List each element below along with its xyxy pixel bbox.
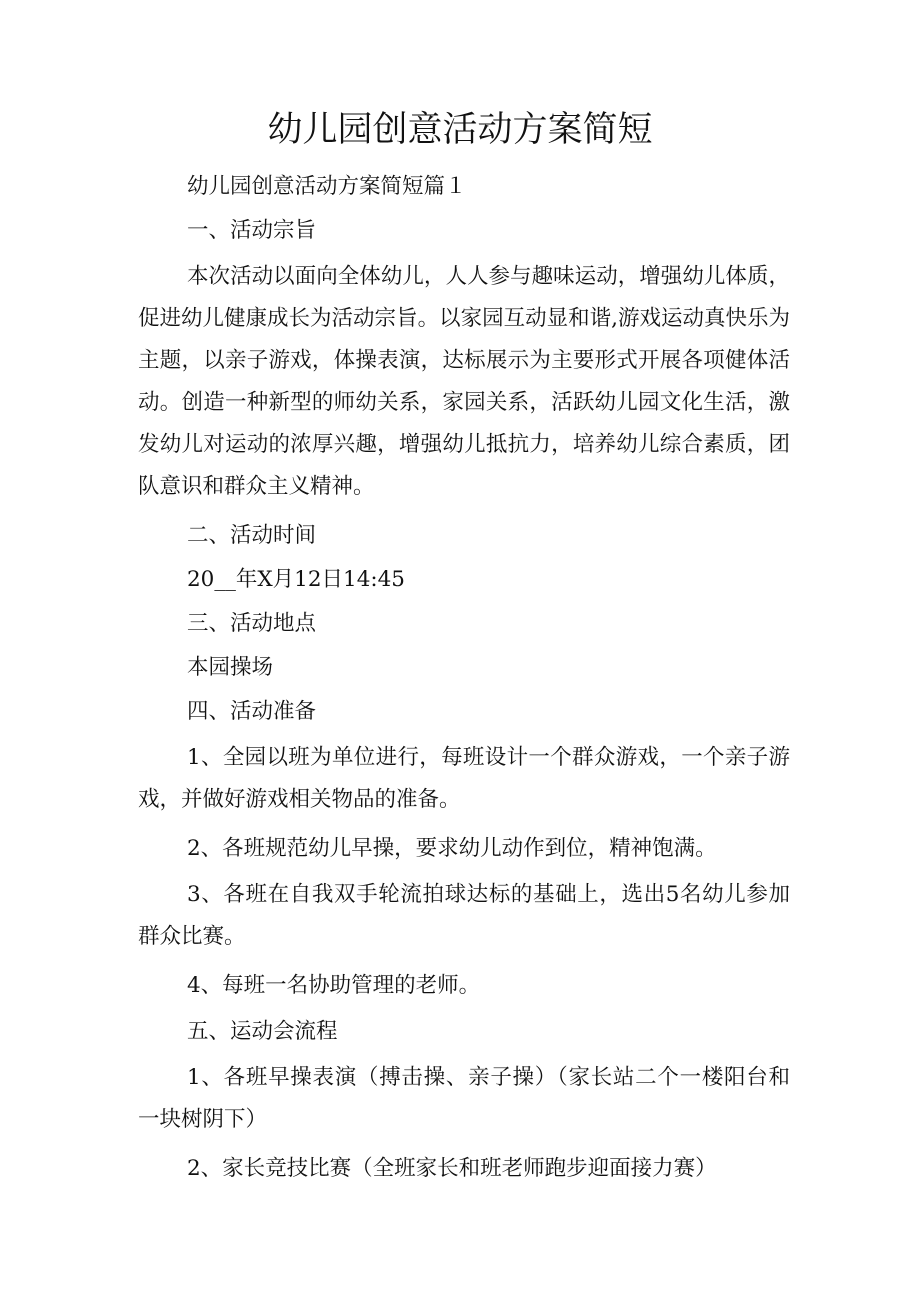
body-paragraph: 本次活动以面向全体幼儿，人人参与趣味运动，增强幼儿体质，促进幼儿健康成长为活动宗旨。以家园互动显和谐,游戏运动真快乐为主题，以亲子游戏，体操表演，达标展示为主要形式开展各项健体活动。创造一种新型的师幼关系，家园关系，活跃幼儿园文化生活，激发幼儿对运动的浓厚兴趣，增强幼儿抵抗力，培养幼儿综合素质，团队意识和群众主义精神。 [138, 264, 790, 499]
section-heading: 四、活动准备 [187, 699, 317, 724]
section-heading: 二、活动时间 [187, 523, 317, 548]
section-heading: 三、活动地点 [187, 611, 317, 636]
list-item: 2、各班规范幼儿早操，要求幼儿动作到位，精神饱满。 [187, 836, 717, 861]
document-subtitle: 幼儿园创意活动方案简短篇１ [187, 174, 467, 199]
document-body [138, 166, 790, 1197]
list-item: 3、各班在自我双手轮流拍球达标的基础上，选出5名幼儿参加群众比赛。 [138, 882, 790, 949]
section-heading: 五、运动会流程 [187, 1019, 338, 1044]
activity-location: 本园操场 [187, 655, 274, 680]
activity-time: 20__年X月12日14:45 [187, 567, 405, 592]
list-item: 4、每班一名协助管理的老师。 [187, 973, 481, 998]
list-item: 1、全园以班为单位进行，每班设计一个群众游戏，一个亲子游戏，并做好游戏相关物品的准备。 [138, 745, 790, 812]
list-item: 1、各班早操表演（搏击操、亲子操）（家长站二个一楼阳台和一块树阴下） [138, 1065, 790, 1132]
document-title: 幼儿园创意活动方案简短 [267, 110, 653, 150]
list-item: 2、家长竞技比赛（全班家长和班老师跑步迎面接力赛） [187, 1156, 717, 1181]
section-heading: 一、活动宗旨 [187, 218, 317, 243]
